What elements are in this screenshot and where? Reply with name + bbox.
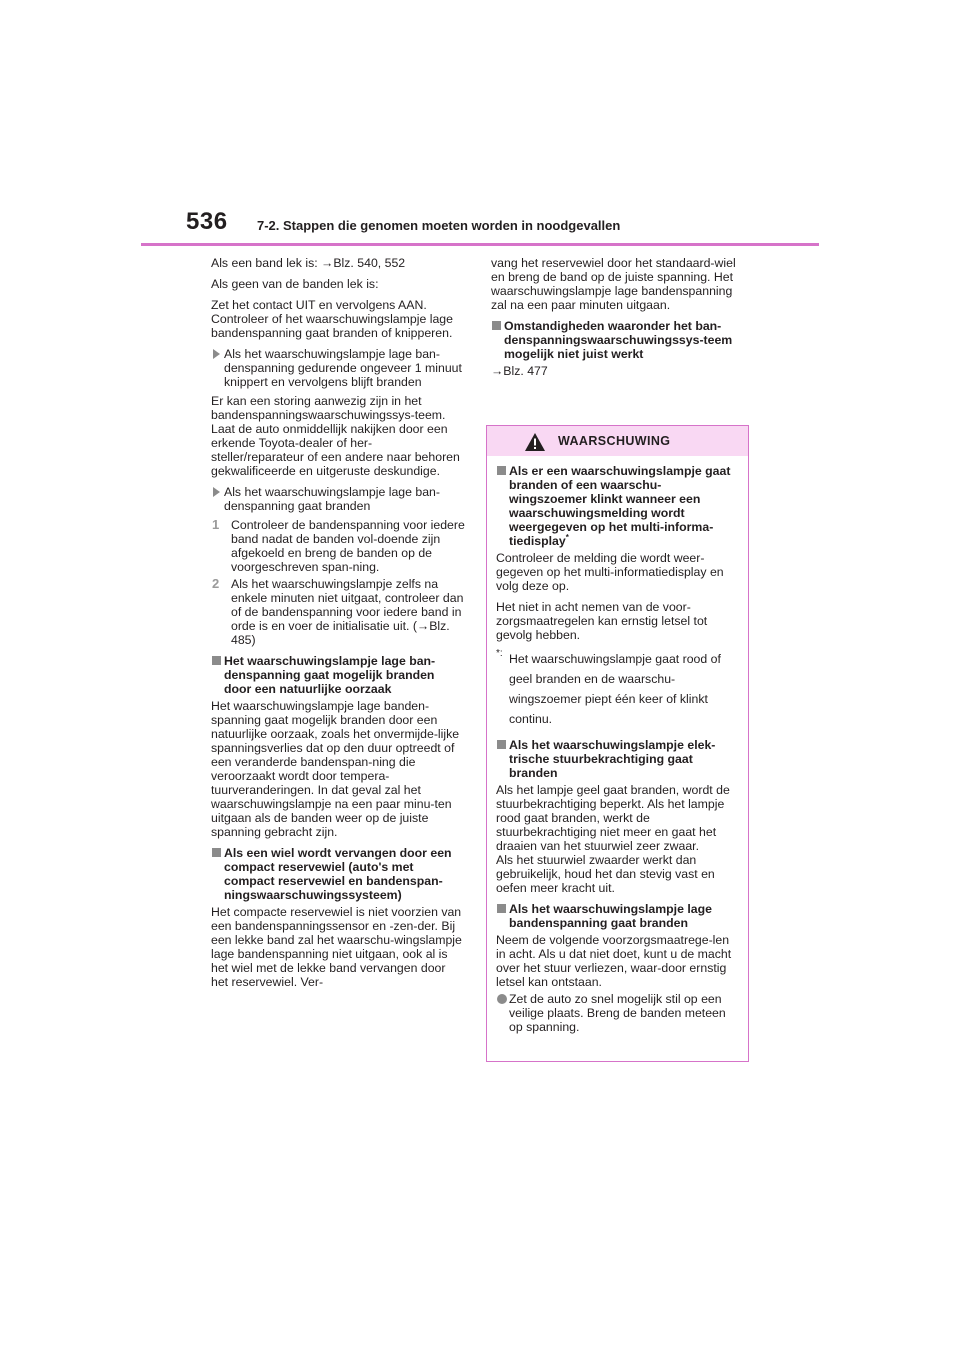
- paragraph-steering-heavy: Als het stuurwiel zwaarder werkt dan gebruikelijk, houd het dan stevig vast en oefen meer kracht uit.: [496, 853, 715, 895]
- heading-text: Als het waarschuwingslampje elek-trische stuurbekrachtiging gaat branden: [509, 738, 716, 780]
- footnote-mark: *:: [496, 648, 503, 659]
- heading-conditions: [491, 319, 745, 361]
- subcase-blinking: [211, 347, 465, 389]
- paragraph-malfunction: Er kan een storing aanwezig zijn in het bandenspanningswaarschuwingssys-teem. Laat de auto onmiddellijk nakijken door een erkende Toyota-dealer of her-steller/reparateur of een andere naar behoren gekwalificeerde en uitgeruste deskundige.: [211, 394, 460, 478]
- step-number: 2: [212, 576, 220, 591]
- warning-triangle-icon: [524, 432, 546, 452]
- paragraph-natural-cause: Het waarschuwingslampje lage banden-spanning gaat mogelijk branden door een natuurlijke oorzaak, zoals het onvermijde-lijke spanningsverlies dat op den duur optreedt of een veranderde bandenspan-ning die veroorzaakt wordt door tempera-tuurveranderingen. In dat geval zal het waarschuwingslampje na een paar minu-ten uitgaan als de banden weer op de juiste spanning gebracht zijn.: [211, 699, 460, 839]
- paragraph-compact-spare: Het compacte reservewiel is niet voorzien van een bandenspanningssensor en -zen-der. Bij een lekke band zal het waarschu-wingslampje lage bandenspanning niet uitgaan, ook al is het wiel met de lekke band vervangen door het reservewiel. Ver-: [211, 905, 462, 989]
- step-2: [211, 577, 465, 647]
- circle-bullet-icon: [497, 994, 507, 1004]
- subcase-lit-text: Als het waarschuwingslampje lage ban-denspanning gaat branden: [224, 485, 440, 513]
- triangle-bullet-icon: [213, 487, 220, 497]
- paragraph-no-flat: Als geen van de banden lek is:: [211, 277, 379, 291]
- square-bullet-icon: [492, 321, 501, 330]
- heading-text: Omstandigheden waaronder het ban-denspanningswaarschuwingssys-teem mogelijk niet juist werkt: [504, 319, 733, 361]
- warning-box: [486, 425, 749, 1062]
- footnote-text: Het waarschuwingslampje gaat rood of geel branden en de waarschu-wingszoemer piept één keer of klinkt continu.: [509, 652, 721, 726]
- square-bullet-icon: [497, 740, 506, 749]
- heading-warning-message: [496, 464, 739, 548]
- heading-text: Als een wiel wordt vervangen door een compact reservewiel (auto's met compact reservewiel en bandenspan-ningswaarschuwingssysteem): [224, 846, 452, 902]
- heading-compact-spare: [211, 846, 465, 902]
- paragraph-ignition: Zet het contact UIT en vervolgens AAN. Controleer of het waarschuwingslampje lage bandenspanning gaat branden of knipperen.: [211, 298, 453, 340]
- square-bullet-icon: [212, 848, 221, 857]
- paragraph-steering-limited: Als het lampje geel gaat branden, wordt de stuurbekrachtiging beperkt. Als het lampje rood gaat branden, werkt de stuurbekrachtiging niet meer en gaat het draaien van het stuurwiel zeer zwaar.: [496, 783, 730, 853]
- paragraph-flat-tyre: Als een band lek is: →Blz. 540, 552: [211, 256, 406, 270]
- bullet-text: Zet de auto zo snel mogelijk stil op een veilige plaats. Breng de banden meteen op spanning.: [509, 992, 726, 1034]
- header-divider: [141, 243, 819, 246]
- warning-body: [487, 456, 748, 1034]
- page-number: 536: [186, 208, 228, 235]
- step-text: Als het waarschuwingslampje zelfs na enkele minuten niet uitgaat, controleer dan of de bandenspanning voor iedere band in orde is en voer de initialisatie uit. (→Blz. 485): [231, 577, 464, 647]
- right-column: [491, 256, 745, 385]
- step-number: 1: [212, 517, 220, 532]
- paragraph-check-message: Controleer de melding die wordt weer-gegeven op het multi-informatiedisplay en volg deze op.: [496, 551, 724, 593]
- paragraph-serious-injury: Het niet in acht nemen van de voor-zorgsmaatregelen kan ernstig letsel tot gevolg hebben.: [496, 600, 708, 642]
- heading-text: Het waarschuwingslampje lage ban-denspanning gaat mogelijk branden door een natuurlijke oorzaak: [224, 654, 436, 696]
- footnote: [496, 649, 739, 729]
- square-bullet-icon: [497, 904, 506, 913]
- square-bullet-icon: [212, 656, 221, 665]
- heading-low-pressure: [496, 902, 739, 930]
- triangle-bullet-icon: [213, 349, 220, 359]
- heading-power-steering: [496, 738, 739, 780]
- step-text: Controleer de bandenspanning voor iedere band nadat de banden vol-doende zijn afgekoeld en breng de banden op de voorgeschreven span-ning.: [231, 518, 465, 574]
- warning-title: WAARSCHUWING: [558, 434, 671, 448]
- page-reference: →Blz. 477: [491, 364, 548, 378]
- step-1: [211, 518, 465, 574]
- left-column: [211, 256, 465, 996]
- heading-natural-cause: [211, 654, 465, 696]
- bullet-stop-safely: [496, 992, 739, 1034]
- paragraph-spare-continued: vang het reservewiel door het standaard-wiel en breng de band op de juiste spanning. Het waarschuwingslampje lage bandenspanning zal na een paar minuten uitgaan.: [491, 256, 736, 312]
- warning-header: [487, 426, 748, 456]
- subcase-blinking-text: Als het waarschuwingslampje lage ban-denspanning gedurende ongeveer 1 minuut knippert en vervolgens blijft branden: [224, 347, 462, 389]
- heading-text: Als er een waarschuwingslampje gaat branden of een waarschu-wingszoemer klinkt wanneer een waarschuwingsmelding wordt weergegeven op het multi-informa-tiedisplay: [509, 464, 731, 548]
- heading-text: Als het waarschuwingslampje lage bandenspanning gaat branden: [509, 902, 712, 930]
- paragraph-precautions: Neem de volgende voorzorgsmaatrege-len in acht. Als u dat niet doet, kunt u de macht over het stuur verliezen, waar-door ernstig letsel kan ontstaan.: [496, 933, 732, 989]
- subcase-lit: [211, 485, 465, 513]
- square-bullet-icon: [497, 466, 506, 475]
- footnote-marker: *: [565, 532, 569, 542]
- section-title: 7-2. Stappen die genomen moeten worden in noodgevallen: [257, 218, 621, 233]
